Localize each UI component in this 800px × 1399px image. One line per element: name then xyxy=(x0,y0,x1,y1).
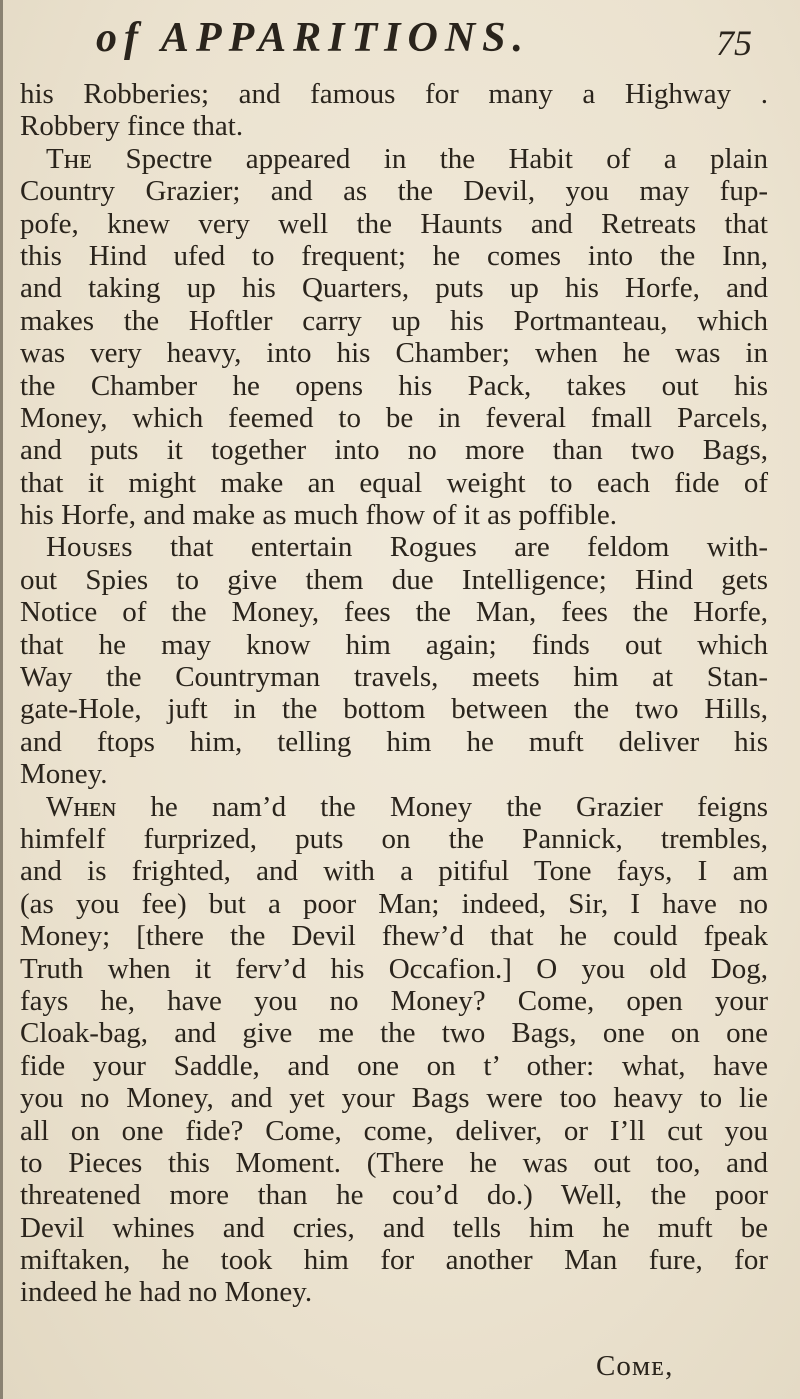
paragraph xyxy=(20,531,768,790)
text-line: Cloak-bag, and give me the two Bags, one on one xyxy=(20,1017,768,1050)
body-text xyxy=(20,78,768,1309)
page-edge-rule xyxy=(0,0,3,1399)
text-line: and taking up his Quarters, puts up his Horfe, and xyxy=(20,272,768,305)
page-header xyxy=(0,8,800,68)
text-line: and puts it together into no more than two Bags, xyxy=(20,434,768,467)
text-line: you no Money, and yet your Bags were too heavy to lie xyxy=(20,1082,768,1115)
text-line: indeed he had no Money. xyxy=(20,1276,313,1309)
text-line: Way the Countryman travels, meets him at Stan- xyxy=(20,661,768,694)
text-line: Notice of the Money, fees the Man, fees the Horfe, xyxy=(20,596,768,629)
text-line: to Pieces this Moment. (There he was out too, and xyxy=(20,1146,768,1179)
text-line: fays he, have you no Money? Come, open your xyxy=(20,984,768,1017)
text-line: Country Grazier; and as the Devil, you may fup- xyxy=(20,175,768,208)
text-line: Wʜᴇɴ he nam’d the Money the Grazier feigns xyxy=(46,790,768,823)
page-number: 75 xyxy=(716,23,752,63)
text-line: all on one fide? Come, come, deliver, or I’ll cut you xyxy=(20,1114,768,1147)
text-line: gate-Hole, juft in the bottom between the two Hills, xyxy=(20,693,768,726)
text-line: makes the Hoftler carry up his Portmanteau, which xyxy=(20,304,768,337)
paragraph xyxy=(20,791,768,1309)
text-line: out Spies to give them due Intelligence; Hind gets xyxy=(20,563,768,596)
text-line: and is frighted, and with a pitiful Tone fays, I am xyxy=(20,855,768,888)
paragraph xyxy=(20,78,768,143)
running-title: of APPARITIONS. xyxy=(96,15,531,61)
text-line: himfelf furprized, puts on the Pannick, trembles, xyxy=(20,822,768,855)
text-line: miftaken, he took him for another Man fure, for xyxy=(20,1244,768,1277)
text-line: fide your Saddle, and one on t’ other: what, have xyxy=(20,1049,768,1082)
text-line: Money; [there the Devil fhew’d that he could fpeak xyxy=(20,920,768,953)
text-line: that it might make an equal weight to each fide of xyxy=(20,466,768,499)
text-line: Hᴏᴜsᴇs that entertain Rogues are feldom with- xyxy=(46,531,768,564)
text-line: Devil whines and cries, and tells him he muft be xyxy=(20,1211,768,1244)
text-line: the Chamber he opens his Pack, takes out his xyxy=(20,369,768,402)
text-line: Robbery fince that. xyxy=(20,110,244,143)
text-line: Money, which feemed to be in feveral fmall Parcels, xyxy=(20,401,768,434)
text-line: Tʜᴇ Spectre appeared in the Habit of a plain xyxy=(46,142,768,175)
text-line: and ftops him, telling him he muft deliver his xyxy=(20,725,768,758)
catchword: Cᴏᴍᴇ, xyxy=(596,1350,674,1382)
text-line: threatened more than he cou’d do.) Well, the poor xyxy=(20,1179,768,1212)
text-line: was very heavy, into his Chamber; when he was in xyxy=(20,337,768,370)
text-line: Money. xyxy=(20,758,108,791)
text-line: this Hind ufed to frequent; he comes into the Inn, xyxy=(20,239,768,272)
text-line: his Robberies; and famous for many a Highway . xyxy=(20,78,768,110)
text-line: his Horfe, and make as much fhow of it as poffible. xyxy=(20,499,618,532)
text-line: pofe, knew very well the Haunts and Retreats that xyxy=(20,207,768,240)
text-line: Truth when it ferv’d his Occafion.] O you old Dog, xyxy=(20,952,768,985)
paragraph xyxy=(20,143,768,532)
text-line: (as you fee) but a poor Man; indeed, Sir, I have no xyxy=(20,887,768,920)
text-line: that he may know him again; finds out which xyxy=(20,628,768,661)
